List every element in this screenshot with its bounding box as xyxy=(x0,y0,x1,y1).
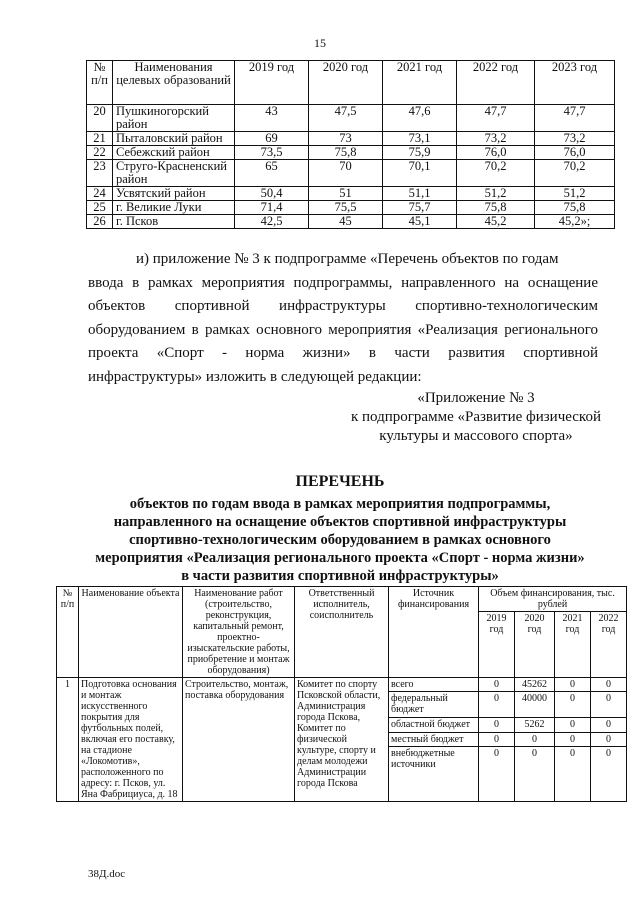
header-year: 2020 год xyxy=(515,612,555,678)
funding-table xyxy=(56,586,627,802)
header-year: 2019 год xyxy=(479,612,515,678)
table-row xyxy=(57,678,627,692)
source-value: 0 xyxy=(515,732,555,746)
row-name: Струго-Красненский район xyxy=(113,160,235,187)
table-row xyxy=(87,105,615,132)
source-value: 0 xyxy=(479,678,515,692)
source-value: 0 xyxy=(555,747,591,802)
source-value: 0 xyxy=(555,732,591,746)
row-value: 73 xyxy=(309,132,383,146)
row-value: 76,0 xyxy=(457,146,535,160)
row-num: 21 xyxy=(87,132,113,146)
row-num: 20 xyxy=(87,105,113,132)
table-row xyxy=(87,215,615,229)
header-source: Источник финансирования xyxy=(389,587,479,678)
source-value: 0 xyxy=(555,718,591,732)
row-name: Себежский район xyxy=(113,146,235,160)
header-works: Наименование работ (строительство, реконструкция, капитальный ремонт, проектно-изыскательские работы, приобретение и монтаж оборудования) xyxy=(183,587,295,678)
row-value: 45,1 xyxy=(383,215,457,229)
row-value: 51,2 xyxy=(457,187,535,201)
header-2022: 2022 год xyxy=(457,61,535,105)
source-value: 45262 xyxy=(515,678,555,692)
header-2021: 2021 год xyxy=(383,61,457,105)
source-name: областной бюджет xyxy=(389,718,479,732)
row-value: 51,1 xyxy=(383,187,457,201)
table-header-row xyxy=(57,587,627,612)
source-value: 0 xyxy=(555,692,591,718)
header-2019: 2019 год xyxy=(235,61,309,105)
row-num: 24 xyxy=(87,187,113,201)
row-num: 1 xyxy=(57,678,79,802)
table-row xyxy=(87,132,615,146)
source-value: 0 xyxy=(591,718,627,732)
heading-line: спортивно-технологическим оборудованием в рамках основного xyxy=(129,532,551,548)
table-row xyxy=(87,201,615,215)
row-value: 70 xyxy=(309,160,383,187)
source-name: федеральный бюджет xyxy=(389,692,479,718)
row-name: Пыталовский район xyxy=(113,132,235,146)
header-executor: Ответственный исполнитель, соисполнитель xyxy=(295,587,389,678)
amendment-paragraph xyxy=(88,248,598,389)
row-value: 70,2 xyxy=(535,160,615,187)
row-value: 47,6 xyxy=(383,105,457,132)
row-name: Пушкиногорский район xyxy=(113,105,235,132)
header-year: 2021 год xyxy=(555,612,591,678)
source-value: 0 xyxy=(591,678,627,692)
row-value: 75,8 xyxy=(309,146,383,160)
row-value: 75,5 xyxy=(309,201,383,215)
source-value: 5262 xyxy=(515,718,555,732)
source-name: внебюджетные источники xyxy=(389,747,479,802)
row-name: Усвятский район xyxy=(113,187,235,201)
source-value: 0 xyxy=(515,747,555,802)
row-value: 45,2 xyxy=(457,215,535,229)
heading-line: объектов по годам ввода в рамках мероприятия подпрограммы, xyxy=(129,496,551,512)
row-value: 75,8 xyxy=(457,201,535,215)
header-num: № п/п xyxy=(87,61,113,105)
source-value: 40000 xyxy=(515,692,555,718)
row-value: 75,7 xyxy=(383,201,457,215)
row-value: 45,2»; xyxy=(535,215,615,229)
row-value: 69 xyxy=(235,132,309,146)
row-value: 47,5 xyxy=(309,105,383,132)
row-value: 75,9 xyxy=(383,146,457,160)
appendix-line: культуры и массового спорта» xyxy=(379,428,573,444)
row-value: 51 xyxy=(309,187,383,201)
row-num: 23 xyxy=(87,160,113,187)
heading-line: в части развития спортивной инфраструктуры» xyxy=(181,568,499,584)
header-2020: 2020 год xyxy=(309,61,383,105)
row-num: 25 xyxy=(87,201,113,215)
heading-line: мероприятия «Реализация регионального проекта «Спорт - норма жизни» xyxy=(95,550,585,566)
header-num: № п/п xyxy=(57,587,79,678)
row-name: г. Псков xyxy=(113,215,235,229)
source-value: 0 xyxy=(479,692,515,718)
row-value: 50,4 xyxy=(235,187,309,201)
row-value: 75,8 xyxy=(535,201,615,215)
row-object: Подготовка основания и монтаж искусственного покрытия для футбольных полей, включая его поставку, на стадионе «Локомотив», расположенного по адресу: г. Псков, ул. Яна Фабрициуса, д. 18 xyxy=(79,678,183,802)
row-value: 73,1 xyxy=(383,132,457,146)
header-object: Наименование объекта xyxy=(79,587,183,678)
appendix-line: «Приложение № 3 xyxy=(417,390,535,406)
table-row xyxy=(87,187,615,201)
source-value: 0 xyxy=(555,678,591,692)
source-value: 0 xyxy=(591,692,627,718)
list-heading xyxy=(0,473,640,585)
heading-title: ПЕРЕЧЕНЬ xyxy=(295,473,385,490)
source-value: 0 xyxy=(479,718,515,732)
paragraph-body: ввода в рамках мероприятия подпрограммы, направленного на оснащение объектов спортивной инфраструктуры спортивно-технологическим оборудованием в рамках основного мероприятия «Реализация регионального проекта «Спорт - норма жизни» в части развития спортивной инфраструктуры» изложить в следующей редакции: xyxy=(88,274,598,385)
header-name: Наименования целевых образований xyxy=(113,61,235,105)
row-value: 51,2 xyxy=(535,187,615,201)
row-value: 70,1 xyxy=(383,160,457,187)
row-name: г. Великие Луки xyxy=(113,201,235,215)
header-funding: Объем финансирования, тыс. рублей xyxy=(479,587,627,612)
table-row xyxy=(87,146,615,160)
row-value: 73,5 xyxy=(235,146,309,160)
row-works: Строительство, монтаж, поставка оборудования xyxy=(183,678,295,802)
table-row xyxy=(87,160,615,187)
row-executor: Комитет по спорту Псковской области, Администрация города Пскова, Комитет по физической культуре, спорту и делам молодежи Администрации города Пскова xyxy=(295,678,389,802)
source-value: 0 xyxy=(591,732,627,746)
row-num: 26 xyxy=(87,215,113,229)
file-name-footer: 38Д.doc xyxy=(88,868,126,880)
table-header-row xyxy=(87,61,615,105)
paragraph-first-line: и) приложение № 3 к подпрограмме «Перечень объектов по годам xyxy=(136,251,559,267)
row-value: 73,2 xyxy=(535,132,615,146)
page-number: 15 xyxy=(314,36,326,50)
row-value: 70,2 xyxy=(457,160,535,187)
row-value: 47,7 xyxy=(457,105,535,132)
row-value: 73,2 xyxy=(457,132,535,146)
row-value: 45 xyxy=(309,215,383,229)
source-name: местный бюджет xyxy=(389,732,479,746)
header-2023: 2023 год xyxy=(535,61,615,105)
row-value: 42,5 xyxy=(235,215,309,229)
source-value: 0 xyxy=(591,747,627,802)
source-name: всего xyxy=(389,678,479,692)
source-value: 0 xyxy=(479,732,515,746)
row-value: 65 xyxy=(235,160,309,187)
row-value: 71,4 xyxy=(235,201,309,215)
row-value: 76,0 xyxy=(535,146,615,160)
row-value: 47,7 xyxy=(535,105,615,132)
source-value: 0 xyxy=(479,747,515,802)
heading-line: направленного на оснащение объектов спортивной инфраструктуры xyxy=(113,514,567,530)
districts-table xyxy=(86,60,615,229)
appendix-reference xyxy=(336,389,616,446)
row-num: 22 xyxy=(87,146,113,160)
appendix-line: к подпрограмме «Развитие физической xyxy=(350,409,601,425)
header-year: 2022 год xyxy=(591,612,627,678)
row-value: 43 xyxy=(235,105,309,132)
